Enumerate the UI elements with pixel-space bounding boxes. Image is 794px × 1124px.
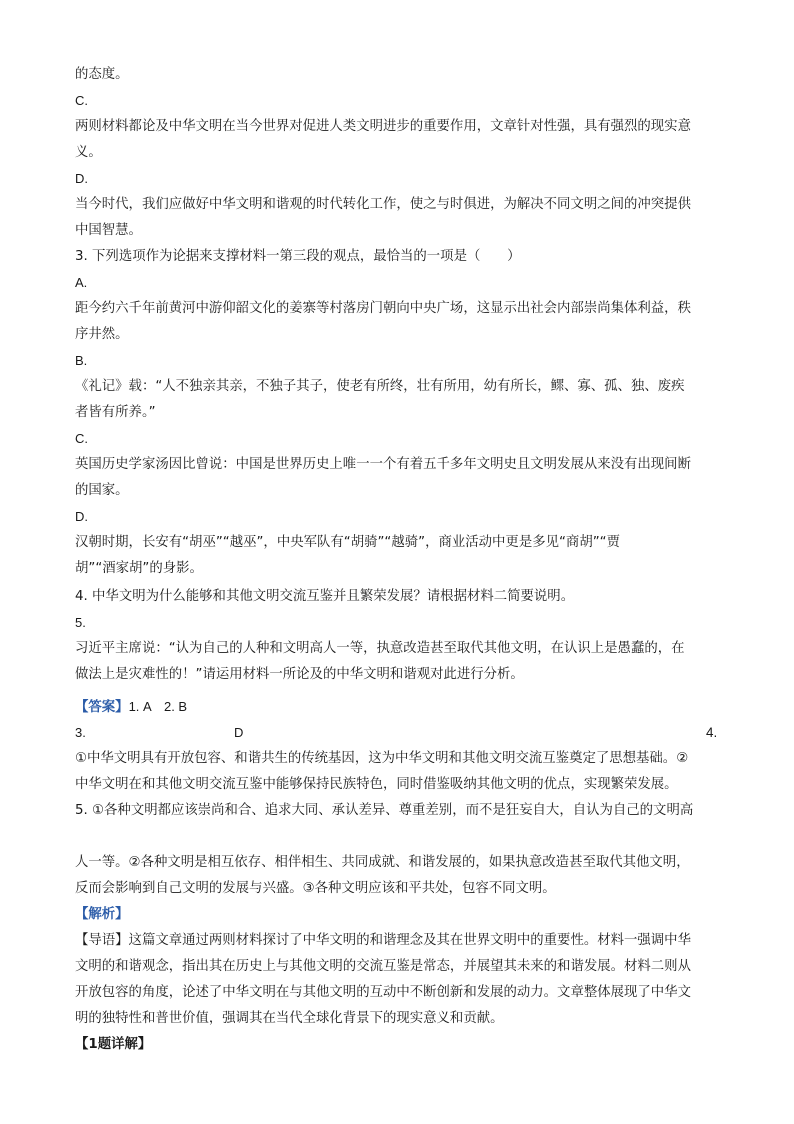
answer-tag: 【答案】 bbox=[75, 700, 129, 715]
text-line: 胡”“酒家胡”的身影。 bbox=[75, 561, 203, 576]
text-line: 反而会影响到自己文明的发展与兴盛。③各种文明应该和平共处，包容不同文明。 bbox=[75, 881, 556, 896]
option-label: D. bbox=[75, 509, 88, 524]
answer-line bbox=[75, 697, 725, 718]
answer-3-number: 3. bbox=[75, 725, 86, 740]
text-line: 距今约六千年前黄河中游仰韶文化的姜寨等村落房门朝向中央广场，这显示出社会内部崇尚集体利益，秩 bbox=[75, 301, 691, 316]
question-5-number: 5. bbox=[75, 615, 86, 630]
answer-1-2: 1. A 2. B bbox=[128, 699, 188, 714]
answer-3-value: D bbox=[234, 725, 244, 740]
text-line: 中国智慧。 bbox=[75, 223, 142, 238]
answer-4-number: 4. bbox=[706, 725, 718, 740]
option-label: A. bbox=[75, 275, 88, 290]
text-line: 中华文明在和其他文明交流互鉴中能够保持民族特色，同时借鉴吸纳其他文明的优点，实现繁荣发展。 bbox=[75, 777, 678, 792]
text-line: 人一等。②各种文明是相互依存、相伴相生、共同成就、和谐发展的，如果执意改造甚至取代其他文明， bbox=[75, 855, 690, 870]
option-label: D. bbox=[75, 171, 88, 186]
text-line: 汉朝时期，长安有“胡巫”“越巫”，中央军队有“胡骑”“越骑”，商业活动中更是多见“商胡”“贾 bbox=[75, 535, 620, 550]
text-line: ①中华文明具有开放包容、和谐共生的传统基因，这为中华文明和其他文明交流互鉴奠定了思想基础。② bbox=[75, 751, 689, 766]
text-line: 两则材料都论及中华文明在当今世界对促进人类文明进步的重要作用，文章针对性强，具有强烈的现实意 bbox=[75, 119, 691, 134]
option-label: B. bbox=[75, 353, 88, 368]
text-line: 【导语】这篇文章通过两则材料探讨了中华文明的和谐理念及其在世界文明中的重要性。材料一强调中华 bbox=[75, 933, 691, 948]
text-line: 5. ①各种文明都应该崇尚和合、追求大同、承认差异、尊重差别，而不是狂妄自大，自认为自己的文明高 bbox=[75, 803, 694, 818]
text-line: 的国家。 bbox=[75, 483, 129, 498]
analysis-tag: 【解析】 bbox=[75, 907, 129, 922]
text-line: 英国历史学家汤因比曾说：中国是世界历史上唯一一个有着五千多年文明史且文明发展从来没有出现间断 bbox=[75, 457, 691, 472]
option-label: C. bbox=[75, 93, 88, 108]
detail-tag: 【1题详解】 bbox=[75, 1037, 152, 1052]
question-4: 4. 中华文明为什么能够和其他文明交流互鉴并且繁荣发展？请根据材料二简要说明。 bbox=[75, 589, 575, 604]
text-line: 者皆有所养。” bbox=[75, 405, 156, 420]
option-label: C. bbox=[75, 431, 88, 446]
text-line: 《礼记》载：“人不独亲其亲，不独子其子，使老有所终，壮有所用，幼有所长，鳏、寡、孤、独、废疾 bbox=[75, 379, 685, 394]
question-3: 3. 下列选项作为论据来支撑材料一第三段的观点，最恰当的一项是（ ） bbox=[75, 249, 521, 264]
text-line: 文明的和谐观念，指出其在历史上与其他文明的交流互鉴是常态，并展望其未来的和谐发展。材料二则从 bbox=[75, 959, 691, 974]
text-line: 序井然。 bbox=[75, 327, 129, 342]
text-line: 开放包容的角度，论述了中华文明在与其他文明的互动中不断创新和发展的动力。文章整体展现了中华文 bbox=[75, 985, 691, 1000]
text-line: 当今时代，我们应做好中华文明和谐观的时代转化工作，使之与时俱进，为解决不同文明之间的冲突提供 bbox=[75, 197, 691, 212]
text-line: 的态度。 bbox=[75, 67, 129, 82]
text-line: 义。 bbox=[75, 145, 102, 160]
text-line: 做法上是灾难性的！”请运用材料一所论及的中华文明和谐观对此进行分析。 bbox=[75, 667, 524, 682]
text-line: 明的独特性和普世价值，强调其在当代全球化背景下的现实意义和贡献。 bbox=[75, 1011, 504, 1026]
question-5-text: 习近平主席说：“认为自己的人种和文明高人一等，执意改造甚至取代其他文明，在认识上是愚蠢的，在 bbox=[75, 641, 685, 656]
